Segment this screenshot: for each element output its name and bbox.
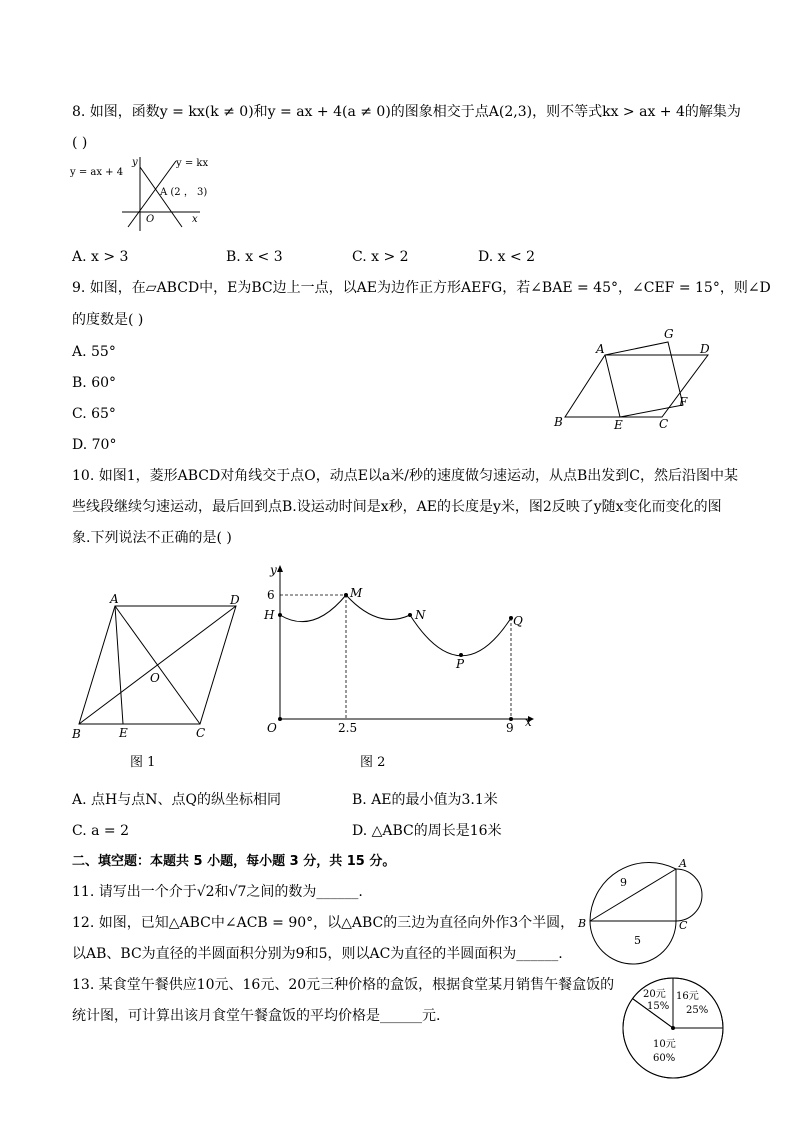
q10-fig1-label-c: C	[196, 726, 206, 740]
q13-pie-chart	[620, 975, 730, 1085]
q10-option-a[interactable]: A. 点H与点N、点Q的纵坐标相同	[72, 792, 281, 808]
q9-option-d[interactable]: D. 70°	[72, 437, 117, 453]
q10-segment-ae	[115, 606, 123, 724]
pie-slice-16元	[673, 978, 723, 1028]
q10-option-d[interactable]: D. △ABC的周长是16米	[352, 823, 502, 839]
q8-x-label: x	[192, 214, 198, 225]
q8-option-d[interactable]: D. x < 2	[478, 249, 536, 265]
q10-fig2-caption: 图 2	[360, 755, 386, 770]
q10-fig1-caption: 图 1	[130, 755, 156, 770]
q8-label-left: y = ax + 4	[70, 167, 124, 178]
q10-diagonal-bd	[79, 606, 236, 724]
q10-fig1-label-a: A	[110, 592, 119, 606]
q10-fig2-tick-x9: 9	[506, 721, 514, 735]
q10-fig2-tick-x25: 2.5	[338, 721, 358, 735]
q8-option-a[interactable]: A. x > 3	[72, 249, 129, 265]
pie-label-20-name: 20元	[643, 989, 666, 1000]
q8-label-right: y = kx	[176, 158, 209, 169]
q10-fig2-label-h: H	[264, 608, 275, 622]
q12-semicircle-bc	[590, 921, 676, 964]
q8-stem-line2: ( )	[72, 135, 88, 151]
q10-fig2-origin: O	[267, 721, 277, 735]
section2-title: 二、填空题：本题共 5 小题，每小题 3 分，共 15 分。	[72, 854, 396, 869]
q13-stem-line1: 13. 某食堂午餐供应10元、16元、20元三种价格的盒饭，根据食堂某月销售午餐盒饭的	[72, 977, 615, 993]
q12-area-ab: 9	[620, 876, 627, 889]
q9-option-c[interactable]: C. 65°	[72, 406, 116, 422]
q10-stem-line1: 10. 如图1，菱形ABCD对角线交于点O，动点E以a米/秒的速度做匀速运动，从点B出发到C，然后沿图中某	[72, 468, 738, 484]
q12-label-c: C	[679, 919, 688, 932]
q11-stem: 11. 请写出一个介于√2和√7之间的数为______.	[72, 884, 363, 900]
q10-figure1	[68, 590, 248, 775]
q9-square	[605, 342, 683, 417]
q9-label-d: D	[700, 342, 710, 356]
q10-fig2-label-p: P	[456, 657, 465, 671]
q12-semicircle-ab	[590, 862, 676, 921]
q12-side-ab	[590, 869, 676, 921]
q10-stem-line3: 象.下列说法不正确的是( )	[72, 530, 232, 546]
q8-y-label: y	[132, 157, 138, 168]
q13-stem-line2: 统计图，可计算出该月食堂午餐盒饭的平均价格是______元.	[72, 1008, 441, 1024]
q10-fig2-y-arrow	[277, 565, 283, 572]
q9-label-a: A	[596, 342, 605, 356]
q10-fig2-label-m: M	[350, 586, 363, 600]
q12-label-a: A	[679, 857, 687, 870]
q9-option-a[interactable]: A. 55°	[72, 344, 116, 360]
pie-label-20-pct: 15%	[647, 1001, 670, 1012]
q10-fig2-label-n: N	[415, 608, 426, 622]
q12-figure	[560, 852, 720, 972]
q8-point-a: A (2 ， 3)	[160, 187, 208, 198]
q12-label-b: B	[578, 917, 587, 930]
q10-fig1-label-e: E	[119, 726, 128, 740]
pie-label-10-pct: 60%	[653, 1053, 676, 1064]
q9-figure	[550, 322, 720, 432]
q9-stem-line1: 9. 如图，在▱ABCD中，E为BC边上一点，以AE为边作正方形AEFG，若∠BAE = 45°，∠CEF = 15°，则∠D	[72, 280, 771, 296]
q10-option-c[interactable]: C. a = 2	[72, 823, 129, 839]
q12-semicircle-ac	[676, 869, 702, 921]
pie-label-16-pct: 25%	[686, 1005, 709, 1016]
q12-area-bc: 5	[634, 934, 641, 947]
q10-figure2	[260, 560, 545, 775]
q8-origin: O	[146, 214, 155, 225]
q9-label-c: C	[659, 417, 669, 431]
q10-option-b[interactable]: B. AE的最小值为3.1米	[352, 792, 498, 808]
q12-stem-line1: 12. 如图，已知△ABC中∠ACB = 90°，以△ABC的三边为直径向外作3个半圆，	[72, 915, 575, 931]
q10-fig2-point-n	[408, 613, 412, 617]
q8-figure	[70, 155, 220, 235]
q10-fig1-label-d: D	[230, 593, 240, 607]
q10-stem-line2: 些线段继续匀速运动，最后回到点B.设运动时间是x秒，AE的长度是y米，图2反映了y随x变化而变化的图	[72, 499, 722, 515]
q12-stem-line2: 以AB、BC为直径的半圆面积分别为9和5，则以AC为直径的半圆面积为______.	[72, 946, 563, 962]
q8-option-c[interactable]: C. x > 2	[352, 249, 409, 265]
q10-fig1-label-o: O	[150, 671, 160, 685]
q10-fig2-point-o	[278, 717, 282, 721]
q10-fig2-point-m	[344, 593, 348, 597]
q10-fig2-curve-hm	[280, 595, 346, 622]
pie-label-16-name: 16元	[676, 991, 699, 1002]
q10-fig2-point-h	[278, 613, 282, 617]
q9-label-g: G	[664, 327, 674, 341]
q9-label-f: F	[679, 395, 688, 409]
q10-fig2-x-label: x	[525, 715, 532, 729]
q10-fig2-y-label: y	[270, 563, 277, 577]
q8-stem-line1: 8. 如图，函数y = kx(k ≠ 0)和y = ax + 4(a ≠ 0)的图象相交于点A(2,3)，则不等式kx > ax + 4的解集为	[72, 104, 741, 120]
pie-label-10-name: 10元	[653, 1039, 676, 1050]
q9-label-e: E	[614, 418, 623, 432]
q9-option-b[interactable]: B. 60°	[72, 375, 117, 391]
pie-center	[671, 1026, 675, 1030]
q9-stem-line2: 的度数是( )	[72, 312, 144, 328]
q10-fig2-tick-y6: 6	[267, 588, 275, 602]
q10-fig1-label-b: B	[72, 727, 81, 741]
q10-fig2-label-q: Q	[513, 614, 523, 628]
q9-label-b: B	[554, 415, 563, 429]
q8-option-b[interactable]: B. x < 3	[226, 249, 283, 265]
